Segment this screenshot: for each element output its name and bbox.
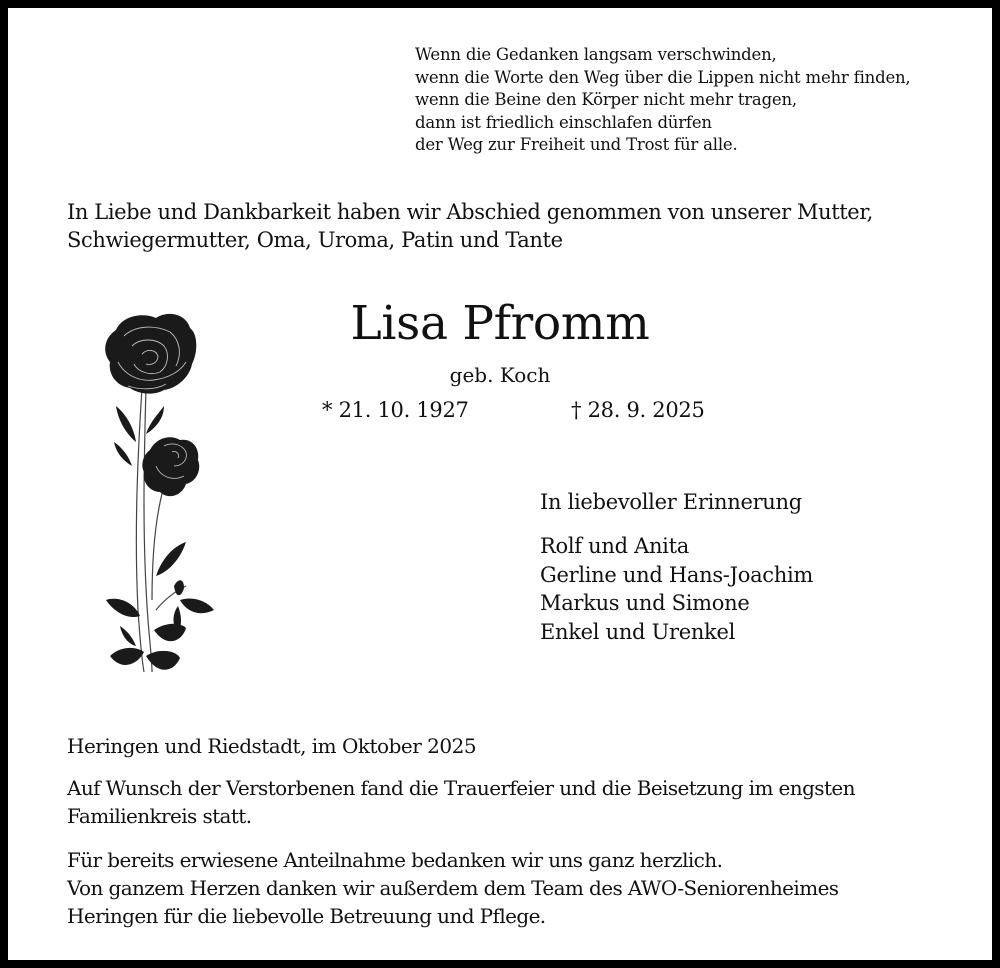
- intro-text: [67, 198, 873, 254]
- poem-line: dann ist friedlich einschlafen dürfen: [415, 112, 712, 132]
- birth-date: * 21. 10. 1927: [322, 398, 469, 422]
- intro-line: In Liebe und Dankbarkeit haben wir Abschied genommen von unserer Mutter,: [67, 200, 873, 224]
- obituary-notice: [8, 8, 992, 960]
- thanks-line: Von ganzem Herzen danken wir außerdem dem Team des AWO-Seniorenheimes: [67, 876, 839, 900]
- mourner-entry: Rolf und Anita: [540, 534, 689, 558]
- poem-line: Wenn die Gedanken langsam verschwinden,: [415, 45, 777, 64]
- maiden-name: geb. Koch: [449, 363, 551, 387]
- intro-line: Schwiegermutter, Oma, Uroma, Patin und Tante: [67, 228, 563, 252]
- poem-line: wenn die Worte den Weg über die Lippen nicht mehr finden,: [415, 67, 911, 87]
- deceased-name: Lisa Pfromm: [350, 296, 650, 351]
- thanks-note: [67, 846, 838, 930]
- funeral-note-line: Familienkreis statt.: [67, 804, 252, 828]
- funeral-note: [67, 774, 855, 830]
- thanks-line: Heringen für die liebevolle Betreuung und Pflege.: [67, 904, 546, 928]
- poem-line: wenn die Beine den Körper nicht mehr tragen,: [415, 90, 797, 109]
- rose-icon: [94, 310, 218, 680]
- funeral-note-line: Auf Wunsch der Verstorbenen fand die Trauerfeier und die Beisetzung im engsten: [67, 776, 855, 800]
- mourners-list: [540, 532, 813, 646]
- mourner-entry: Markus und Simone: [540, 591, 750, 615]
- poem: [415, 44, 910, 157]
- mourner-entry: Enkel und Urenkel: [540, 619, 736, 644]
- thanks-line: Für bereits erwiesene Anteilnahme bedanken wir uns ganz herzlich.: [67, 848, 723, 872]
- poem-line: der Weg zur Freiheit und Trost für alle.: [415, 135, 738, 154]
- death-date: † 28. 9. 2025: [571, 398, 705, 422]
- place-date: Heringen und Riedstadt, im Oktober 2025: [67, 734, 477, 758]
- memory-heading: In liebevoller Erinnerung: [540, 490, 802, 514]
- mourner-entry: Gerline und Hans-Joachim: [540, 562, 813, 587]
